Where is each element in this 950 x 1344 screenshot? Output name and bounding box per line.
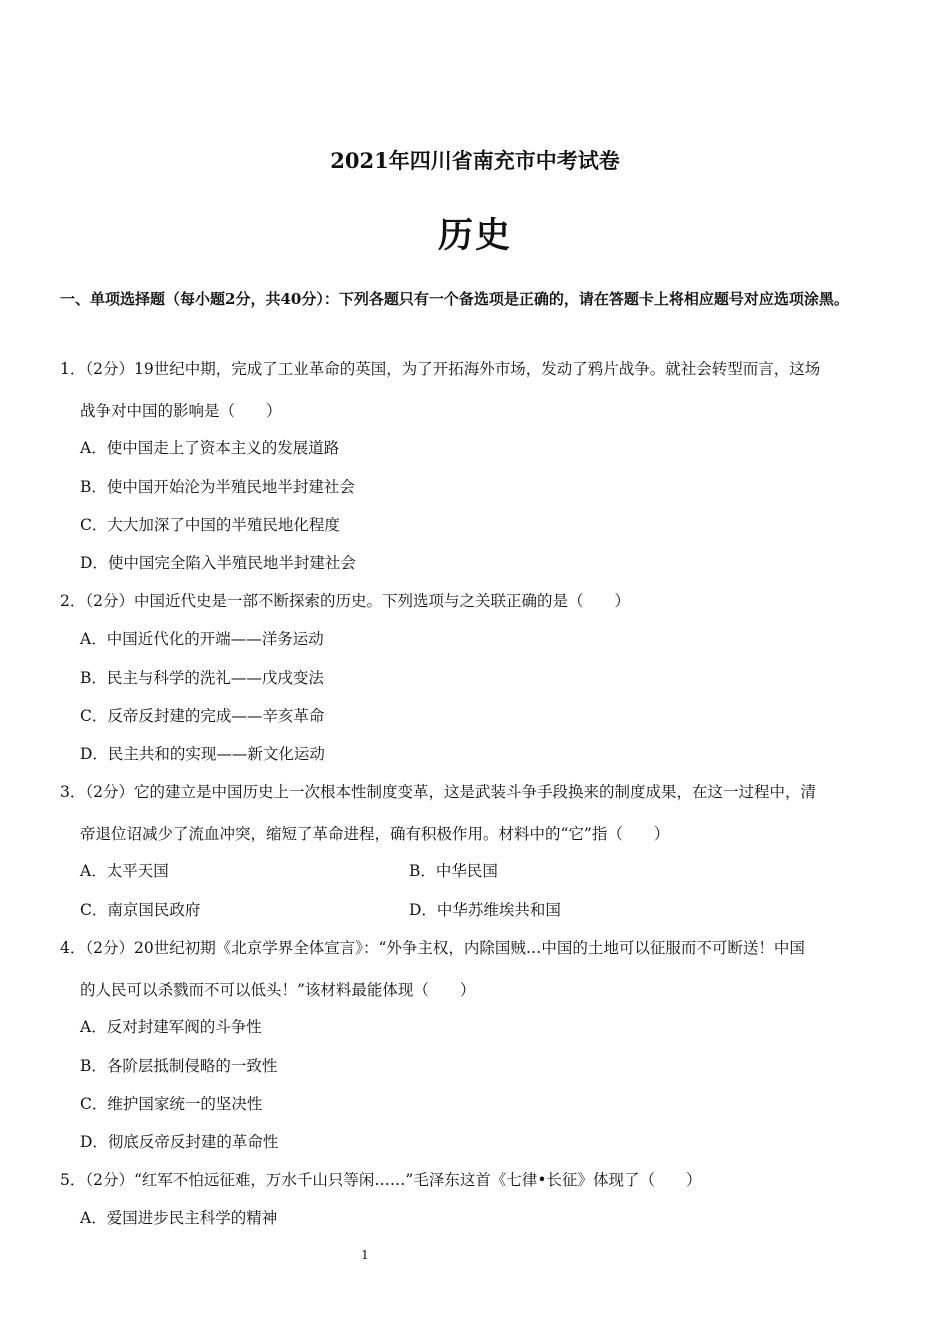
question-2-option-a: A．中国近代化的开端——洋务运动 <box>80 630 324 648</box>
question-1-stem-cont: 战争对中国的影响是（ ） <box>80 402 282 420</box>
question-3-option-d: D．中华苏维埃共和国 <box>409 901 561 919</box>
question-5-option-a: A．爱国进步民主科学的精神 <box>80 1209 278 1227</box>
question-4-option-c: C．维护国家统一的坚决性 <box>80 1095 263 1113</box>
question-3-option-b: B．中华民国 <box>409 862 498 880</box>
question-3-stem: 3．（2分）它的建立是中国历史上一次根本性制度变革，这是武装斗争手段换来的制度成果，在这一过程中，清 <box>60 783 816 801</box>
question-2-stem: 2．（2分）中国近代史是一部不断探索的历史。下列选项与之关联正确的是（ ） <box>60 592 630 610</box>
question-4-option-a: A．反对封建军阀的斗争性 <box>80 1018 262 1036</box>
question-4-option-b: B．各阶层抵制侵略的一致性 <box>80 1057 278 1075</box>
section-heading: 一、单项选择题（每小题2分，共40分）：下列各题只有一个备选项是正确的，请在答题卡上将相应题号对应选项涂黑。 <box>60 290 849 308</box>
question-5-stem: 5．（2分）“红军不怕远征难，万水千山只等闲……”毛泽东这首《七律•长征》体现了（ ） <box>60 1171 702 1189</box>
question-4-stem: 4．（2分）20世纪初期《北京学界全体宣言》：“外争主权，内除国贼…中国的土地可以征服而不可断送！中国 <box>60 939 805 957</box>
question-4-stem-cont: 的人民可以杀戮而不可以低头！”该材料最能体现（ ） <box>80 981 476 999</box>
subject-title: 历史 <box>437 215 512 256</box>
question-2-option-b: B．民主与科学的洗礼——戊戌变法 <box>80 669 324 687</box>
question-2-option-d: D．民主共和的实现——新文化运动 <box>80 745 325 763</box>
question-1-option-d: D．使中国完全陷入半殖民地半封建社会 <box>80 554 356 572</box>
page-number: 1 <box>361 1248 369 1262</box>
question-4-option-d: D．彻底反帝反封建的革命性 <box>80 1133 279 1151</box>
question-1-stem: 1．（2分）19世纪中期，完成了工业革命的英国，为了开拓海外市场，发动了鸦片战争。就社会转型而言，这场 <box>60 360 821 378</box>
question-1-option-a: A．使中国走上了资本主义的发展道路 <box>80 439 340 457</box>
question-3-option-c: C．南京国民政府 <box>80 901 201 919</box>
question-3-stem-cont: 帝退位诏减少了流血冲突，缩短了革命进程，确有积极作用。材料中的“它”指（ ） <box>80 825 670 843</box>
question-3-option-a: A．太平天国 <box>80 862 169 880</box>
question-1-option-b: B．使中国开始沦为半殖民地半封建社会 <box>80 478 355 496</box>
question-1-option-c: C．大大加深了中国的半殖民地化程度 <box>80 516 340 534</box>
question-2-option-c: C．反帝反封建的完成——辛亥革命 <box>80 707 325 725</box>
exam-title: 2021年四川省南充市中考试卷 <box>330 148 620 173</box>
